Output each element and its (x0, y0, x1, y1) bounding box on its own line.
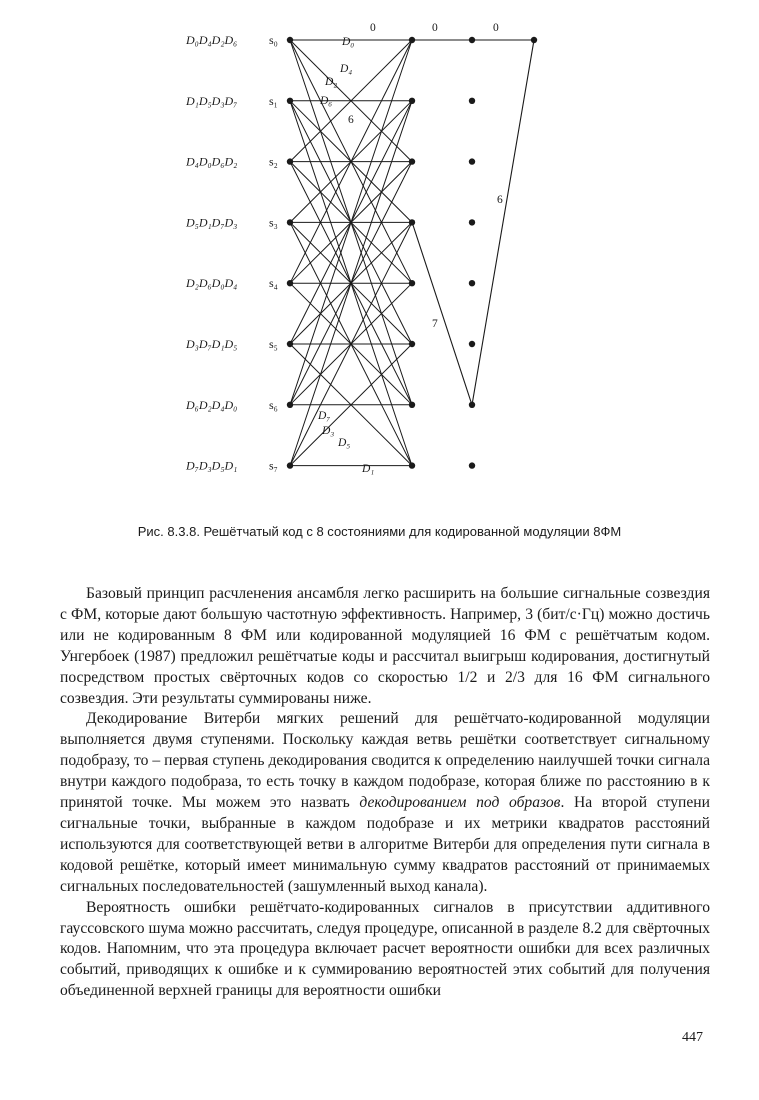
paragraph-3: Вероятность ошибки решётчато-кодированных сигналов в присутствии аддитивного гауссовского шума можно рассчитать, следуя процедуре, описанной в разделе 8.2 для свёрточных кодов. Напомним, что эта процедура включает расчет вероятности ошибки для всех различных событий, приводящих к ошибке и к суммированию вероятностей этих событий для получения объединенной верхней границы для вероятности ошибки (60, 898, 710, 1000)
node-col2-s4 (469, 280, 475, 286)
branch-label-d4: D₄ (340, 63, 353, 75)
node-col1-s4 (409, 280, 415, 286)
path-label-7: 7 (432, 318, 438, 330)
node-col2-s5 (469, 341, 475, 347)
path-diagonal-7 (412, 222, 472, 405)
branch-label-6-top: 6 (348, 114, 354, 126)
trellis-diagram (0, 0, 759, 520)
paragraph-2-end: . На второй ступени сигнальные точки, выбранные в каждом подобразе и их метрики квадратов расстояний используются для соответствующей ветви в алгоритме Витерби для определения пути сигнала в кодовой решётке, который имеет минимальную сумму квадратов расстояний от принимаемых сигнальных последовательностей (зашумленный выход канала). (60, 794, 710, 895)
path-label-0a: 0 (370, 22, 376, 34)
branch-label-d1: D₁ (362, 463, 375, 475)
paragraph-2-italic: декодированием под образов (359, 794, 561, 812)
node-col1-s3 (409, 219, 415, 225)
subset-label-s6: D₆D₂D₄D₀ (186, 397, 238, 412)
state-label-s1: s₁ (269, 93, 278, 108)
node-col0-s5 (287, 341, 293, 347)
subset-label-s7: D₇D₃D₅D₁ (186, 458, 238, 473)
branch-label-d3: D₃ (322, 425, 335, 437)
paragraph-2 (60, 709, 710, 897)
node-col0-s2 (287, 158, 293, 164)
state-labels (185, 33, 278, 473)
state-label-s0: s₀ (269, 33, 278, 47)
path-label-6: 6 (497, 194, 503, 206)
node-col1-s6 (409, 402, 415, 408)
body-text (60, 584, 710, 1002)
node-col0-s4 (287, 280, 293, 286)
figure-caption: Рис. 8.3.8. Решётчатый код с 8 состояниями для кодированной модуляции 8ФМ (137, 524, 622, 539)
node-col2-s1 (469, 98, 475, 104)
node-col2-s3 (469, 219, 475, 225)
branch-label-d5: D₅ (338, 437, 351, 449)
subset-label-s5: D₃D₇D₁D₅ (186, 337, 238, 351)
node-col1-s0 (409, 37, 415, 43)
trellis-branches (290, 40, 412, 466)
path-label-0b: 0 (432, 22, 438, 34)
node-col0-s7 (287, 462, 293, 468)
subset-label-s2: D₄D₀D₆D₂ (186, 154, 238, 169)
subset-label-s4: D₂D₆D₀D₄ (186, 276, 238, 291)
node-col2-s0 (469, 37, 475, 43)
paragraph-2-start: Декодирование Витерби мягких решений для решётчато-кодированной модуляции выполняется двумя ступенями. Поскольку каждая ветвь решётки соответствует сигнальному подобразу, то – первая ступень декодирования сводится к определению наилучшей точки сигнала внутри каждого подобраза, то есть точку в каждом подобразе, которая ближе по расстоянию в к принятой точке. Мы можем это назвать (60, 710, 710, 812)
branch-label-d2: D₂ (325, 76, 338, 88)
state-label-s5: s₅ (269, 337, 278, 351)
state-label-s3: s₃ (269, 215, 278, 230)
node-col1-s2 (409, 158, 415, 164)
node-col2-s6 (469, 402, 475, 408)
subset-label-s1: D₁D₅D₃D₇ (186, 93, 238, 108)
page-number: 447 (682, 1030, 703, 1045)
paragraph-1: Базовый принцип расчленения ансамбля легко расширить на большие сигнальные созвездия с ФМ, которые дают большую частотную эффективность. Например, 3 (бит/с·Гц) можно достичь или не кодированным 8 ФМ или кодированной модуляцией 16 ФМ с решётчатым кодом. Унгербоек (1987) предложил решётчатые коды и рассчитал выигрыш кодирования, достигнутый посредством простых свёрточных кодов со скоростью 1/2 и 2/3 для 16 ФМ сигнального созвездия. Эти результаты суммированы ниже. (60, 585, 710, 707)
state-label-s2: s₂ (269, 154, 278, 169)
subset-label-s3: D₅D₁D₇D₃ (186, 215, 238, 230)
node-col0-s0 (287, 37, 293, 43)
subset-label-s0: D₀D₄D₂D₆ (186, 33, 238, 47)
state-label-s6: s₆ (269, 397, 278, 412)
state-label-s7: s₇ (269, 458, 278, 473)
node-col2-s2 (469, 158, 475, 164)
path-label-0c: 0 (493, 22, 499, 34)
branch-label-d0: D₀ (342, 36, 355, 48)
state-label-s4: s₄ (269, 276, 278, 291)
node-col0-s1 (287, 98, 293, 104)
node-col1-s7 (409, 462, 415, 468)
node-col3-s0 (531, 37, 537, 43)
node-col1-s5 (409, 341, 415, 347)
branch-label-d6: D₆ (320, 95, 333, 107)
node-col0-s3 (287, 219, 293, 225)
node-col2-s7 (469, 462, 475, 468)
node-col1-s1 (409, 98, 415, 104)
node-col0-s6 (287, 402, 293, 408)
branch-label-d7: D₇ (318, 410, 331, 422)
path-diagonal-6 (472, 40, 534, 405)
